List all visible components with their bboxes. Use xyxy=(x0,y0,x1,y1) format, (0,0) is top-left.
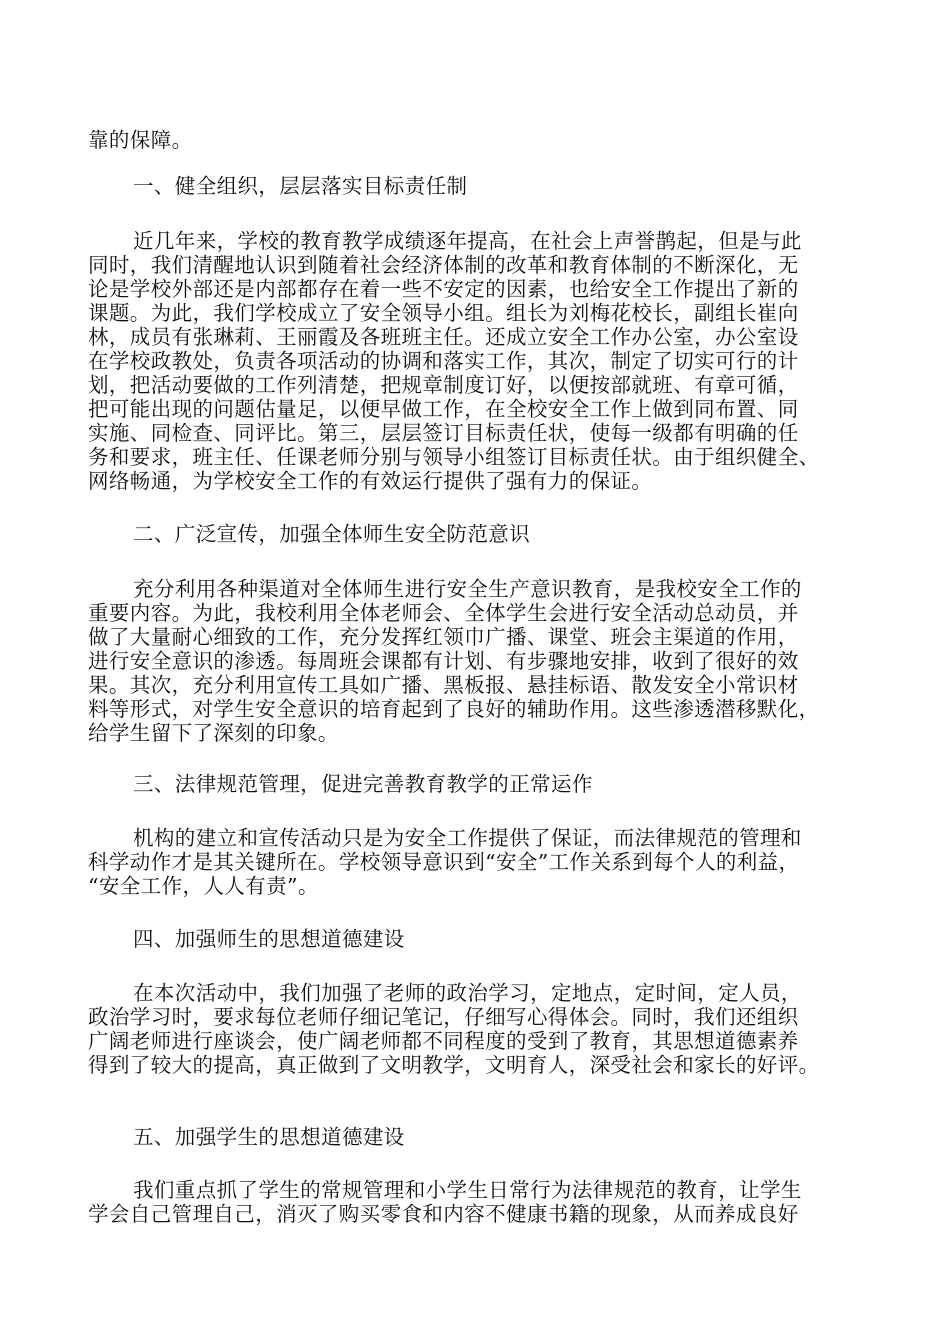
paragraph-line: 务和要求，班主任、任课老师分别与领导小组签订目标责任状。由于组织健全、 xyxy=(88,445,820,469)
paragraph-line: 政治学习时，要求每位老师仔细记笔记，仔细写心得体会。同时，我们还组织 xyxy=(88,1005,799,1029)
paragraph-line: 论是学校外部还是内部都存在着一些不安定的因素，也给安全工作提出了新的 xyxy=(88,277,799,301)
paragraph-line: 料等形式，对学生安全意识的培育起到了良好的辅助作用。这些渗透潜移默化， xyxy=(88,697,820,721)
section-heading: 二、广泛宣传，加强全体师生安全防范意识 xyxy=(133,522,531,546)
section-heading: 三、法律规范管理，促进完善教育教学的正常运作 xyxy=(133,772,593,796)
paragraph-line: 重要内容。为此，我校利用全体老师会、全体学生会进行安全活动总动员，并 xyxy=(88,601,799,625)
paragraph-line: 把可能出现的问题估量足，以便早做工作，在全校安全工作上做到同布置、同 xyxy=(88,397,799,421)
paragraph-line: 广阔老师进行座谈会，使广阔老师都不同程度的受到了教育，其思想道德素养 xyxy=(88,1029,799,1053)
paragraph-line: 划，把活动要做的工作列清楚，把规章制度订好，以便按部就班、有章可循， xyxy=(88,373,799,397)
paragraph-line: 得到了较大的提高，真正做到了文明教学，文明育人，深受社会和家长的好评。 xyxy=(88,1053,820,1077)
continuation-text: 靠的保障。 xyxy=(88,128,193,152)
paragraph-line: 课题。为此，我们学校成立了安全领导小组。组长为刘梅花校长，副组长崔向 xyxy=(88,301,799,325)
paragraph-line: 林，成员有张琳莉、王丽霞及各班班主任。还成立安全工作办公室，办公室设 xyxy=(88,325,799,349)
paragraph-line: 做了大量耐心细致的工作，充分发挥红领巾广播、课堂、班会主渠道的作用， xyxy=(88,625,799,649)
paragraph-line: “安全工作，人人有责”。 xyxy=(88,874,319,898)
paragraph-line: 果。其次，充分利用宣传工具如广播、黑板报、悬挂标语、散发安全小常识材 xyxy=(88,673,799,697)
paragraph-line: 同时，我们清醒地认识到随着社会经济体制的改革和教育体制的不断深化，无 xyxy=(88,253,799,277)
paragraph-line: 在学校政教处，负责各项活动的协调和落实工作，其次，制定了切实可行的计 xyxy=(88,349,799,373)
paragraph-line: 实施、同检查、同评比。第三，层层签订目标责任状，使每一级都有明确的任 xyxy=(88,421,799,445)
paragraph-line: 机构的建立和宣传活动只是为安全工作提供了保证，而法律规范的管理和 xyxy=(133,826,802,850)
section-heading: 一、健全组织，层层落实目标责任制 xyxy=(133,174,468,198)
paragraph-line: 科学动作才是其关键所在。学校领导意识到“安全”工作关系到每个人的利益， xyxy=(88,850,800,874)
paragraph-line: 在本次活动中，我们加强了老师的政治学习，定地点，定时间，定人员， xyxy=(133,981,802,1005)
section-heading: 四、加强师生的思想道德建设 xyxy=(133,927,405,951)
paragraph-line: 给学生留下了深刻的印象。 xyxy=(88,721,339,745)
section-heading: 五、加强学生的思想道德建设 xyxy=(133,1125,405,1149)
paragraph-line: 进行安全意识的渗透。每周班会课都有计划、有步骤地安排，收到了很好的效 xyxy=(88,649,799,673)
paragraph-line: 充分利用各种渠道对全体师生进行安全生产意识教育，是我校安全工作的 xyxy=(133,577,802,601)
paragraph-line: 近几年来，学校的教育教学成绩逐年提高，在社会上声誉鹊起，但是与此 xyxy=(133,229,802,253)
paragraph-line: 学会自己管理自己，消灭了购买零食和内容不健康书籍的现象，从而养成良好 xyxy=(88,1202,799,1226)
paragraph-line: 网络畅通，为学校安全工作的有效运行提供了强有力的保证。 xyxy=(88,469,653,493)
paragraph-line: 我们重点抓了学生的常规管理和小学生日常行为法律规范的教育，让学生 xyxy=(133,1178,802,1202)
